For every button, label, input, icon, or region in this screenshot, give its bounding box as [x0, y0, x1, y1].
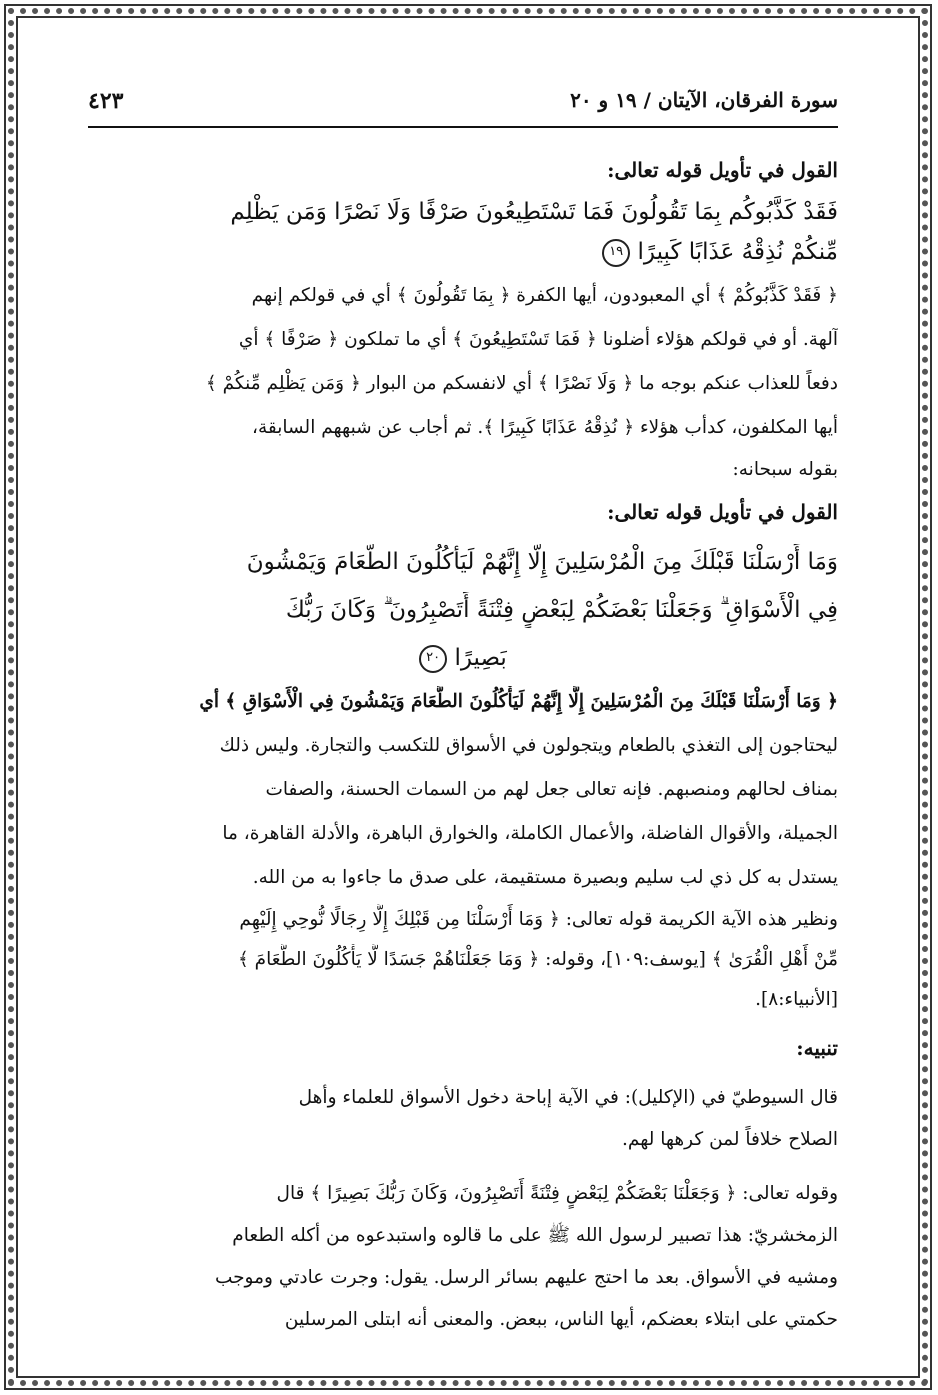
body-line: ليحتاجون إلى التغذي بالطعام ويتجولون في الأسواق للتكسب والتجارة. وليس ذلك [219, 735, 838, 756]
body-line: وقوله تعالى: ﴿ وَجَعَلْنَا بَعْضَكُمْ لِبَعْضٍ فِتْنَةً أَتَصْبِرُونَ، وَكَانَ رَبُّكَ بَصِيرًا ﴾ قال [276, 1183, 838, 1204]
quran-verse-line [258, 234, 838, 270]
quran-verse-line: فِي الْأَسْوَاقِ ۗ وَجَعَلْنَا بَعْضَكُمْ لِبَعْضٍ فِتْنَةً أَتَصْبِرُونَ ۗ وَكَانَ رَبُّكَ [285, 597, 838, 623]
page-header [88, 84, 838, 124]
quran-verse-text: بَصِيرًا [454, 645, 507, 671]
body-line: آلهة. أو في قولكم هؤلاء أضلونا ﴿ فَمَا تَسْتَطِيعُونَ ﴾ أي ما تملكون ﴿ صَرْفًا ﴾ أي [238, 329, 838, 350]
body-line: حكمتي على ابتلاء بعضكم، أيها الناس، ببعض. والمعنى أنه ابتلى المرسلين [284, 1309, 838, 1330]
body-line: الجميلة، والأقوال الفاضلة، والأعمال الكاملة، والخوارق الباهرة، والأدلة القاهرة، ما [222, 823, 838, 844]
quran-verse-text: مِّنكُمْ نُذِقْهُ عَذَابًا كَبِيرًا [637, 239, 838, 265]
quran-verse-line: وَمَا أَرْسَلْنَا قَبْلَكَ مِنَ الْمُرْسَلِينَ إِلَّا إِنَّهُمْ لَيَأْكُلُونَ الطَّعَامَ وَيَمْشُونَ [246, 549, 838, 575]
body-line: ومشيه في الأسواق. بعد ما احتج عليهم بسائر الرسل. يقول: وجرت عادتي وموجب [214, 1267, 838, 1288]
body-line: قال السيوطيّ في (الإكليل): في الآية إباحة دخول الأسواق للعلماء وأهل [298, 1087, 838, 1108]
running-head: سورة الفرقان، الآيتان / ١٩ و ٢٠ [570, 88, 838, 112]
verse-number-marker: ١٩ [602, 239, 630, 267]
body-line: [الأنبياء:٨]. [755, 989, 838, 1010]
body-line: بقوله سبحانه: [732, 459, 838, 480]
quran-verse-line [88, 640, 838, 676]
body-line: مِّنْ أَهْلِ الْقُرَىٰ ﴾ [يوسف:١٠٩]، وقوله: ﴿ وَمَا جَعَلْنَاهُمْ جَسَدًا لَّا يَأْكُلُونَ الطَّعَامَ ﴾ [237, 949, 838, 970]
page-number: ٤٢٣ [88, 88, 124, 114]
quran-verse-line: فَقَدْ كَذَّبُوكُم بِمَا تَقُولُونَ فَمَا تَسْتَطِيعُونَ صَرْفًا وَلَا نَصْرًا وَمَن يَظْلِم [230, 199, 838, 225]
body-line: الصلاح خلافاً لمن كرهها لهم. [622, 1129, 838, 1150]
header-rule [88, 126, 838, 128]
body-line: الزمخشريّ: هذا تصبير لرسول الله ﷺ على ما قالوه واستبدعوه من أكله الطعام [232, 1225, 838, 1246]
section-heading: القول في تأويل قوله تعالى: [607, 158, 838, 182]
section-heading: القول في تأويل قوله تعالى: [607, 500, 838, 524]
body-line: ونظير هذه الآية الكريمة قوله تعالى: ﴿ وَمَا أَرْسَلْنَا مِن قَبْلِكَ إِلَّا رِجَالًا نُّوحِي إِلَيْهِم [239, 909, 838, 930]
body-line: يستدل به كل ذي لب سليم وبصيرة مستقيمة، على صدق ما جاءوا به من الله. [252, 867, 838, 888]
body-line: دفعاً للعذاب عنكم بوجه ما ﴿ وَلَا نَصْرًا ﴾ أي لانفسكم من البوار ﴿ وَمَن يَظْلِم مِّنكُمْ ﴾ [205, 373, 838, 394]
section-heading: تنبيه: [796, 1036, 838, 1060]
body-line: أيها المكلفون، كدأب هؤلاء ﴿ نُذِقْهُ عَذَابًا كَبِيرًا ﴾. ثم أجاب عن شبههم السابقة، [252, 417, 838, 438]
body-line: ﴿ وَمَا أَرْسَلْنَا قَبْلَكَ مِنَ الْمُرْسَلِينَ إِلَّا إِنَّهُمْ لَيَأْكُلُونَ الطَّعَامَ وَيَمْشُونَ فِي الْأَسْوَاقِ ﴾ أي [199, 691, 838, 712]
verse-number-marker: ٢٠ [419, 645, 447, 673]
body-line: بمناف لحالهم ومنصبهم. فإنه تعالى جعل لهم من السمات الحسنة، والصفات [265, 779, 838, 800]
body-line: ﴿ فَقَدْ كَذَّبُوكُمْ ﴾ أي المعبودون، أيها الكفرة ﴿ بِمَا تَقُولُونَ ﴾ أي في قولكم إنهم [251, 285, 838, 306]
